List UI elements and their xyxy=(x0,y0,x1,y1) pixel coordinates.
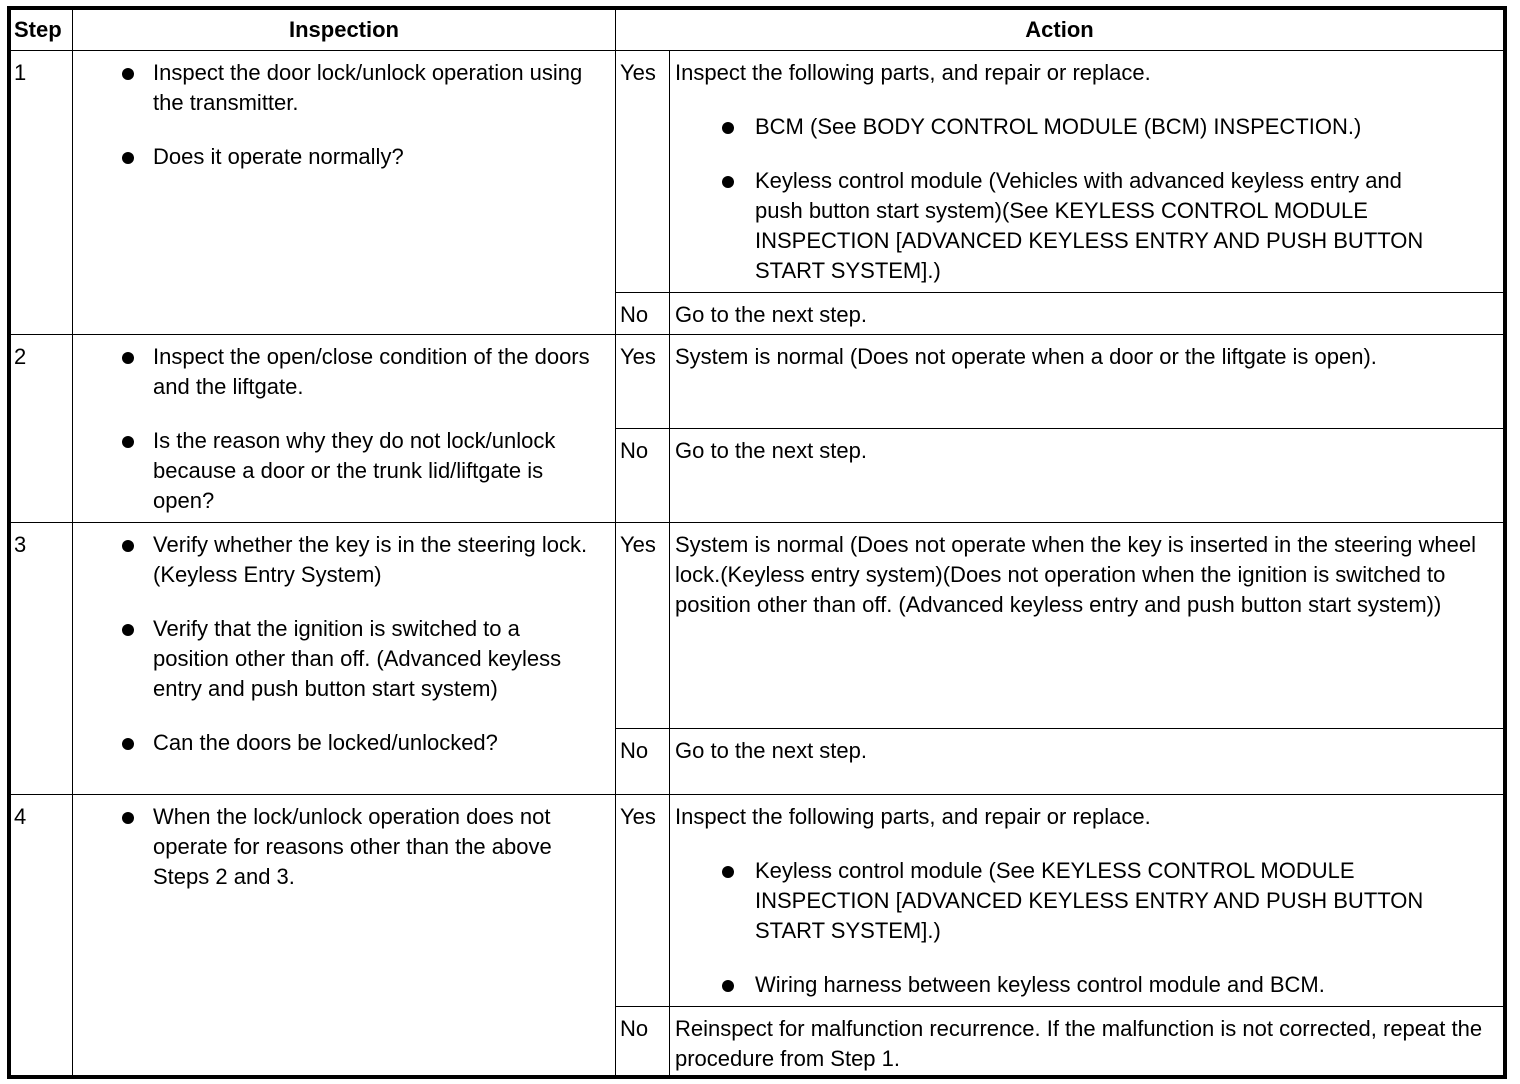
action-no-cell: Go to the next step. xyxy=(670,293,1504,335)
table-row xyxy=(11,795,1504,1007)
action-item: Keyless control module (Vehicles with advanced keyless entry and push button start system)(See KEYLESS CONTROL MODULE INSPECTION [ADVANCED KEYLESS ENTRY AND PUSH BUTTON START SYSTEM].) xyxy=(717,166,1445,286)
header-action: Action xyxy=(616,10,1504,51)
inspection-item: Is the reason why they do not lock/unlock because a door or the trunk lid/liftgate is open? xyxy=(115,426,595,516)
header-row xyxy=(11,10,1504,51)
header-inspection: Inspection xyxy=(73,10,616,51)
step-number: 1 xyxy=(11,51,73,335)
action-list xyxy=(717,856,1445,1000)
action-yes-cell: System is normal (Does not operate when a door or the liftgate is open). xyxy=(670,335,1504,429)
table-row xyxy=(11,335,1504,429)
answer-no: No xyxy=(616,293,670,335)
inspection-item: Can the doors be locked/unlocked? xyxy=(115,728,595,758)
inspection-item: Inspect the door lock/unlock operation using the transmitter. xyxy=(115,58,595,118)
action-yes-cell xyxy=(670,51,1504,293)
action-text: Inspect the following parts, and repair or replace. xyxy=(675,60,1151,85)
inspection-item: Does it operate normally? xyxy=(115,142,595,172)
step-number: 2 xyxy=(11,335,73,523)
inspection-item: Verify that the ignition is switched to a position other than off. (Advanced keyless entry and push button start system) xyxy=(115,614,595,704)
inspection-cell xyxy=(73,795,616,1076)
action-no-cell: Go to the next step. xyxy=(670,429,1504,523)
action-yes-cell: System is normal (Does not operate when the key is inserted in the steering wheel lock.(Keyless entry system)(Does not operation when the ignition is switched to position other than off. (Advanced keyless entry and push button start system)) xyxy=(670,523,1504,729)
action-item: Wiring harness between keyless control module and BCM. xyxy=(717,970,1445,1000)
action-yes-cell xyxy=(670,795,1504,1007)
answer-yes: Yes xyxy=(616,523,670,729)
diagnostic-table-frame xyxy=(7,6,1507,1079)
inspection-item: Verify whether the key is in the steering lock. (Keyless Entry System) xyxy=(115,530,595,590)
inspection-cell xyxy=(73,523,616,795)
inspection-cell xyxy=(73,335,616,523)
step-number: 4 xyxy=(11,795,73,1076)
action-no-cell: Reinspect for malfunction recurrence. If the malfunction is not corrected, repeat the procedure from Step 1. xyxy=(670,1007,1504,1076)
table-row xyxy=(11,523,1504,729)
inspection-item: Inspect the open/close condition of the doors and the liftgate. xyxy=(115,342,595,402)
answer-no: No xyxy=(616,729,670,795)
step-number: 3 xyxy=(11,523,73,795)
answer-yes: Yes xyxy=(616,795,670,1007)
table-row xyxy=(11,51,1504,293)
answer-no: No xyxy=(616,1007,670,1076)
action-no-cell: Go to the next step. xyxy=(670,729,1504,795)
answer-no: No xyxy=(616,429,670,523)
action-item: BCM (See BODY CONTROL MODULE (BCM) INSPECTION.) xyxy=(717,112,1445,142)
answer-yes: Yes xyxy=(616,51,670,293)
diagnostic-table xyxy=(10,9,1504,1076)
header-step: Step xyxy=(11,10,73,51)
inspection-item: When the lock/unlock operation does not operate for reasons other than the above Steps 2 and 3. xyxy=(115,802,595,892)
action-list xyxy=(717,112,1445,286)
action-text: Inspect the following parts, and repair or replace. xyxy=(675,804,1151,829)
inspection-cell xyxy=(73,51,616,335)
answer-yes: Yes xyxy=(616,335,670,429)
action-item: Keyless control module (See KEYLESS CONTROL MODULE INSPECTION [ADVANCED KEYLESS ENTRY AND PUSH BUTTON START SYSTEM].) xyxy=(717,856,1445,946)
